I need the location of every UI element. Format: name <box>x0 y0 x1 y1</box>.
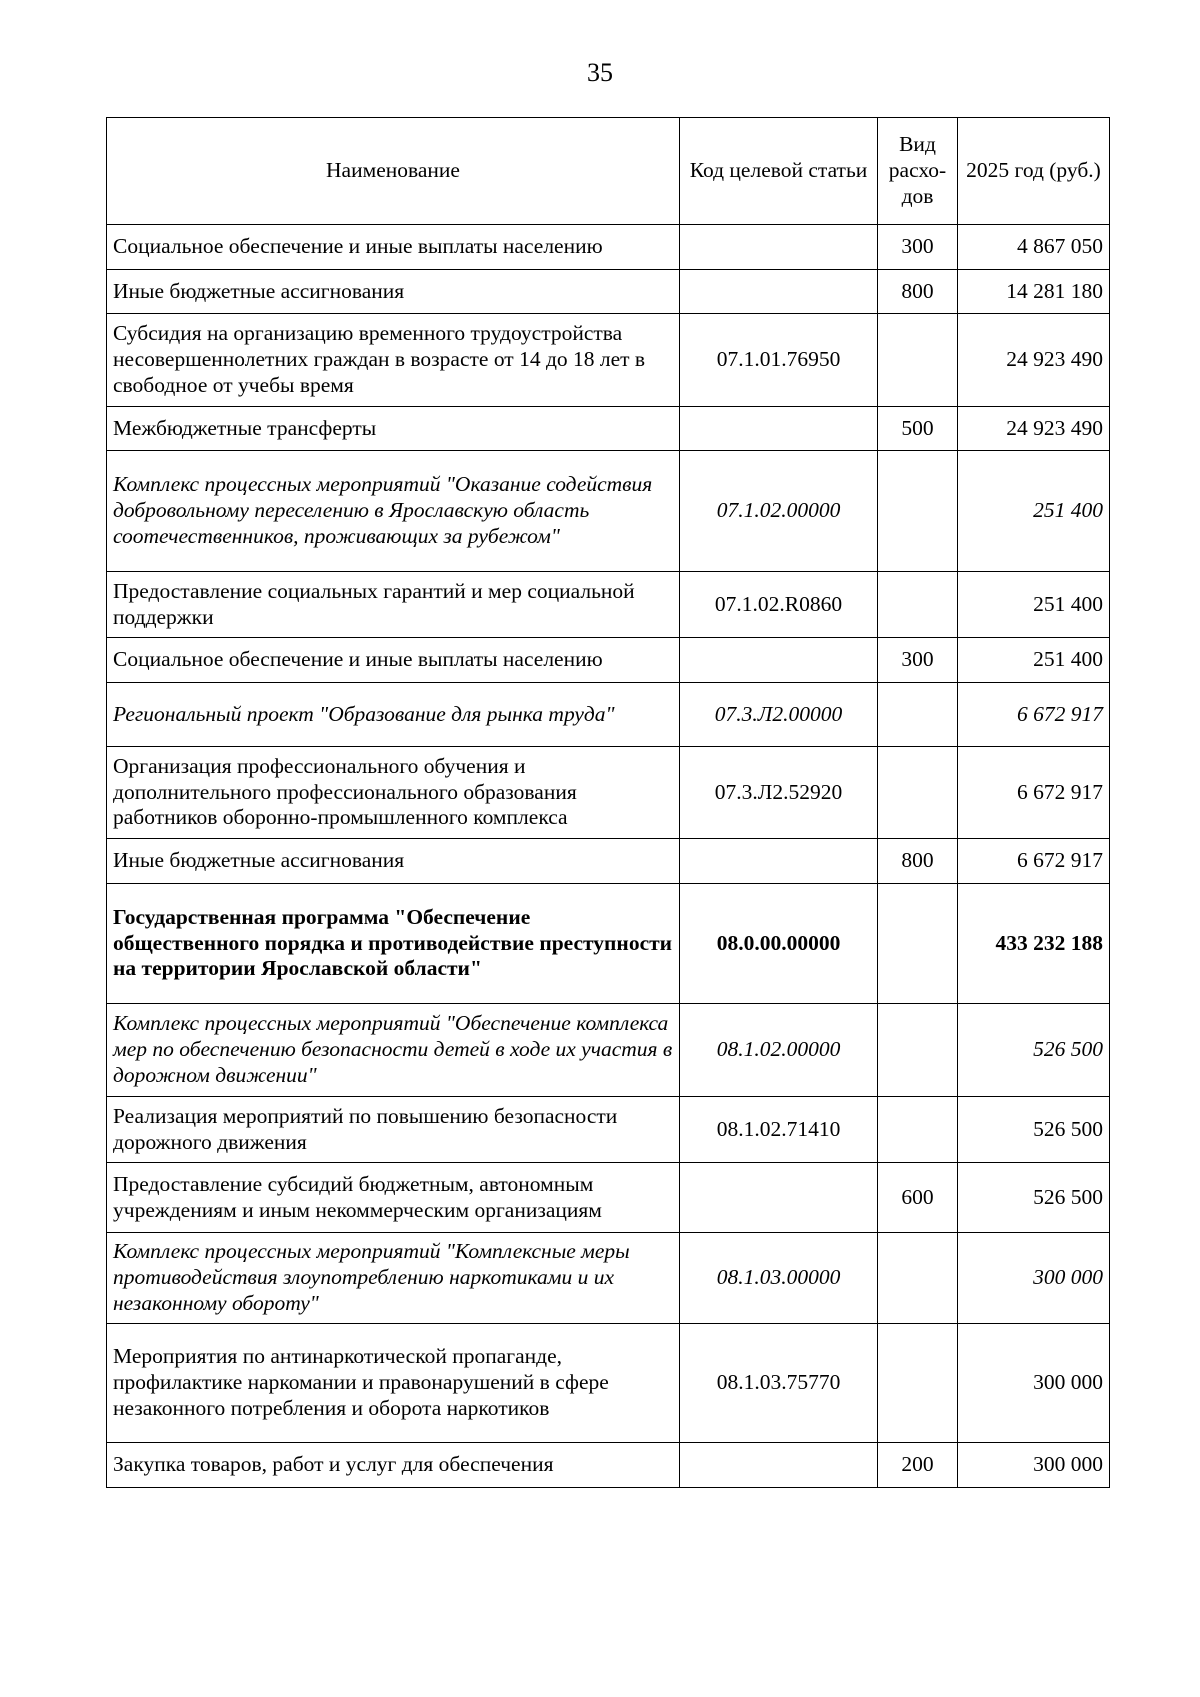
cell-amount: 6 672 917 <box>958 747 1110 839</box>
cell-amount: 251 400 <box>958 572 1110 638</box>
cell-amount: 300 000 <box>958 1324 1110 1443</box>
cell-type <box>878 747 958 839</box>
cell-type <box>878 1004 958 1097</box>
header-amount: 2025 год (руб.) <box>958 118 1110 225</box>
table-row <box>107 638 1110 683</box>
cell-code: 07.1.01.76950 <box>680 314 878 407</box>
cell-type <box>878 451 958 572</box>
cell-type <box>878 884 958 1004</box>
cell-name: Комплекс процессных мероприятий "Обеспечение комплекса мер по обеспечению безопасности детей в ходе их участия в дорожном движении" <box>107 1004 680 1097</box>
cell-type <box>878 1324 958 1443</box>
cell-type <box>878 314 958 407</box>
header-type: Вид расхо-дов <box>878 118 958 225</box>
table-row <box>107 1004 1110 1097</box>
cell-code <box>680 407 878 451</box>
table-row <box>107 270 1110 314</box>
budget-table <box>106 117 1110 1488</box>
cell-name: Предоставление субсидий бюджетным, автономным учреждениям и иным некоммерческим организациям <box>107 1163 680 1233</box>
cell-name: Реализация мероприятий по повышению безопасности дорожного движения <box>107 1097 680 1163</box>
page-number: 35 <box>587 58 613 87</box>
header-row <box>107 118 1110 225</box>
cell-type: 200 <box>878 1443 958 1488</box>
table-row <box>107 1324 1110 1443</box>
cell-amount: 251 400 <box>958 638 1110 683</box>
cell-code: 07.1.02.00000 <box>680 451 878 572</box>
cell-code: 08.1.03.75770 <box>680 1324 878 1443</box>
table-row <box>107 1163 1110 1233</box>
table-row <box>107 1443 1110 1488</box>
header-code: Код целевой статьи <box>680 118 878 225</box>
cell-name: Государственная программа "Обеспечение общественного порядка и противодействие преступности на территории Ярославской области" <box>107 884 680 1004</box>
cell-type: 300 <box>878 225 958 270</box>
cell-amount: 6 672 917 <box>958 683 1110 747</box>
cell-amount: 433 232 188 <box>958 884 1110 1004</box>
cell-name: Мероприятия по антинаркотической пропаганде, профилактике наркомании и правонарушений в сфере незаконного потребления и оборота наркотиков <box>107 1324 680 1443</box>
table-row <box>107 225 1110 270</box>
table-row <box>107 1233 1110 1324</box>
cell-amount: 24 923 490 <box>958 407 1110 451</box>
cell-amount: 526 500 <box>958 1004 1110 1097</box>
table-row <box>107 839 1110 884</box>
cell-code: 08.1.03.00000 <box>680 1233 878 1324</box>
table-row <box>107 1097 1110 1163</box>
table-row <box>107 407 1110 451</box>
cell-name: Социальное обеспечение и иные выплаты населению <box>107 638 680 683</box>
table-row <box>107 451 1110 572</box>
cell-code <box>680 270 878 314</box>
table-row <box>107 884 1110 1004</box>
cell-code <box>680 839 878 884</box>
cell-type <box>878 572 958 638</box>
cell-type <box>878 1233 958 1324</box>
cell-code: 08.0.00.00000 <box>680 884 878 1004</box>
cell-type <box>878 1097 958 1163</box>
cell-code: 08.1.02.71410 <box>680 1097 878 1163</box>
table-row <box>107 314 1110 407</box>
cell-name: Социальное обеспечение и иные выплаты населению <box>107 225 680 270</box>
cell-code: 08.1.02.00000 <box>680 1004 878 1097</box>
cell-amount: 300 000 <box>958 1233 1110 1324</box>
cell-code: 07.3.Л2.52920 <box>680 747 878 839</box>
cell-amount: 6 672 917 <box>958 839 1110 884</box>
cell-code: 07.1.02.R0860 <box>680 572 878 638</box>
cell-code <box>680 225 878 270</box>
cell-code <box>680 638 878 683</box>
cell-name: Межбюджетные трансферты <box>107 407 680 451</box>
cell-name: Иные бюджетные ассигнования <box>107 839 680 884</box>
cell-name: Субсидия на организацию временного трудоустройства несовершеннолетних граждан в возрасте от 14 до 18 лет в свободное от учебы время <box>107 314 680 407</box>
cell-name: Иные бюджетные ассигнования <box>107 270 680 314</box>
header-name: Наименование <box>107 118 680 225</box>
cell-type: 500 <box>878 407 958 451</box>
table-header <box>107 118 1110 225</box>
cell-name: Комплекс процессных мероприятий "Комплексные меры противодействия злоупотреблению наркотиками и их незаконному обороту" <box>107 1233 680 1324</box>
cell-amount: 4 867 050 <box>958 225 1110 270</box>
cell-name: Организация профессионального обучения и дополнительного профессионального образования работников оборонно-промышленного комплекса <box>107 747 680 839</box>
table-body <box>107 225 1110 1488</box>
cell-code <box>680 1443 878 1488</box>
cell-amount: 251 400 <box>958 451 1110 572</box>
cell-name: Региональный проект "Образование для рынка труда" <box>107 683 680 747</box>
cell-name: Закупка товаров, работ и услуг для обеспечения <box>107 1443 680 1488</box>
cell-amount: 526 500 <box>958 1097 1110 1163</box>
table-row <box>107 683 1110 747</box>
cell-amount: 14 281 180 <box>958 270 1110 314</box>
cell-code <box>680 1163 878 1233</box>
cell-code: 07.3.Л2.00000 <box>680 683 878 747</box>
cell-type: 600 <box>878 1163 958 1233</box>
table-row <box>107 572 1110 638</box>
table-row <box>107 747 1110 839</box>
cell-type: 800 <box>878 839 958 884</box>
cell-type: 800 <box>878 270 958 314</box>
cell-amount: 24 923 490 <box>958 314 1110 407</box>
cell-name: Предоставление социальных гарантий и мер социальной поддержки <box>107 572 680 638</box>
cell-amount: 300 000 <box>958 1443 1110 1488</box>
cell-type <box>878 683 958 747</box>
cell-type: 300 <box>878 638 958 683</box>
cell-amount: 526 500 <box>958 1163 1110 1233</box>
cell-name: Комплекс процессных мероприятий "Оказание содействия добровольному переселению в Ярославскую область соотечественников, проживающих за рубежом" <box>107 451 680 572</box>
